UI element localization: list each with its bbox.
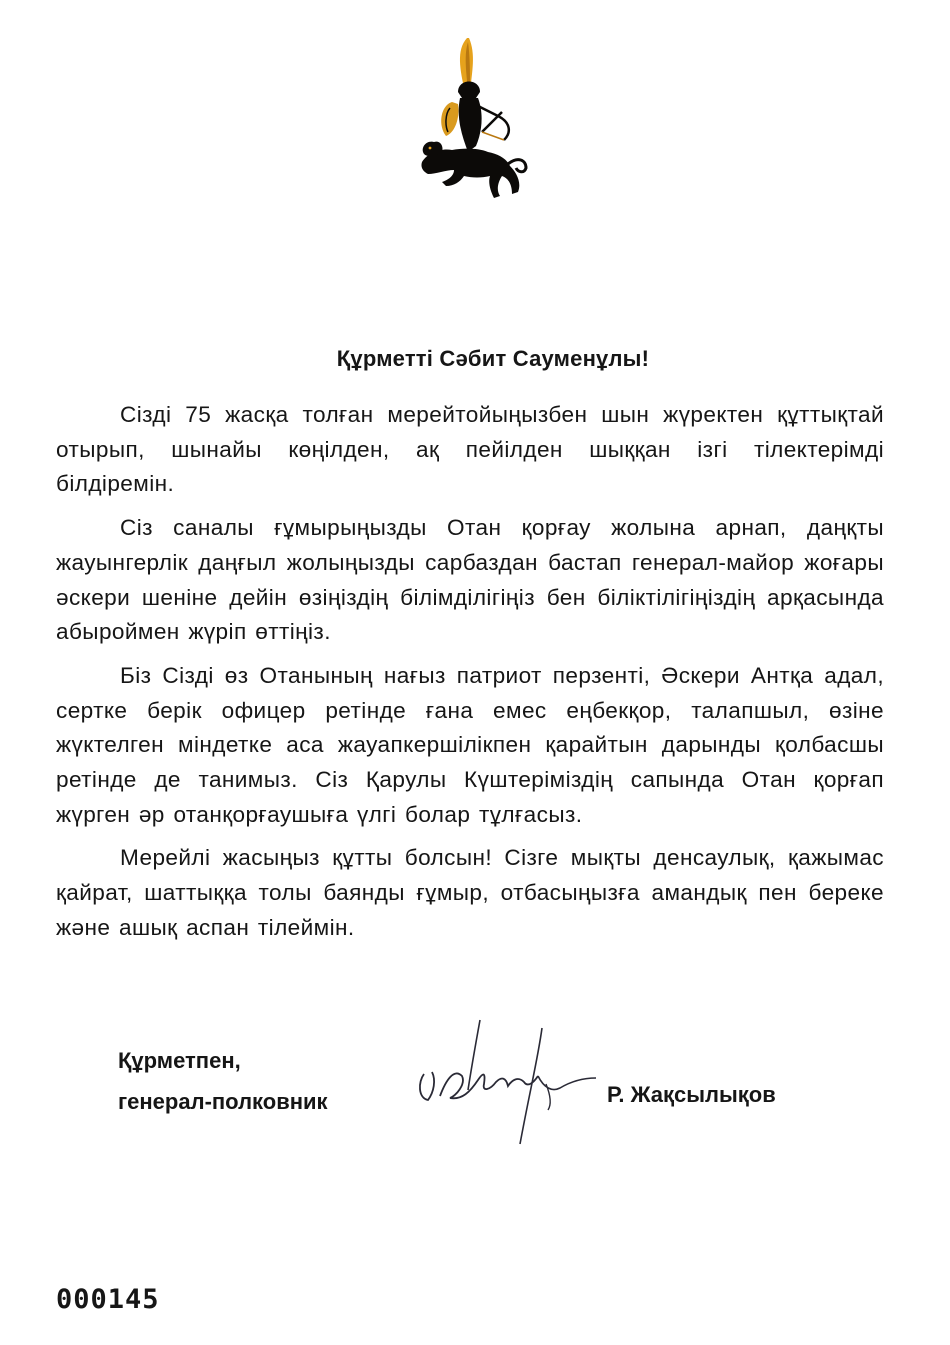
letter-body (56, 398, 884, 955)
warrior-on-leopard-emblem-icon (412, 36, 532, 202)
closing-phrase: Құрметпен, (118, 1048, 241, 1073)
handwritten-signature (410, 1018, 606, 1148)
letter-paragraph-2: Сіз саналы ғұмырыңызды Отан қорғау жолына арнап, даңқты жауынгерлік даңғыл жолыңызды сарбаздан бастап генерал-майор жоғары әскери шеніне дейін өзіңіздің білімділігіңіз бен біліктілігіңіздің арқасында абыроймен жүріп өттіңіз. (56, 515, 884, 645)
letter-closing (118, 1040, 328, 1122)
warrior-shield (441, 102, 458, 136)
document-number: 000145 (56, 1284, 160, 1315)
letter-paragraph-4: Мерейлі жасыңыз құтты болсын! Сізге мықты денсаулық, қажымас қайрат, шаттыққа толы баянды ғұмыр, отбасыңызға амандық пен береке және ашық аспан тілеймін. (56, 845, 884, 940)
letter-paragraph-1: Сізді 75 жасқа толған мерейтойыңызбен шын жүректен құттықтай отырып, шынайы көңілден, ақ пейілден шыққан ізгі тілектерімді білдіремін. (56, 402, 884, 497)
warrior-bow (478, 106, 509, 140)
signer-name: Р. Жақсылықов (607, 1082, 776, 1107)
letter-salutation: Құрметті Сәбит Сауменұлы! (336, 346, 650, 371)
signer-rank: генерал-полковник (118, 1089, 328, 1114)
leopard-body (421, 149, 519, 198)
letter-paragraph-3: Біз Сізді өз Отанының нағыз патриот перзенті, Әскери Антқа адал, сертке берік офицер ретінде ғана емес еңбекқор, талапшыл, өзіне жүктелген міндетке аса жауапкершілікпен қарайтын дарынды қолбасшы ретінде де танимыз. Сіз Қарулы Күштеріміздің сапында Отан қорғап жүрген әр отанқорғаушыға үлгі болар тұлғасыз. (56, 662, 884, 827)
warrior-helmet (458, 82, 480, 99)
